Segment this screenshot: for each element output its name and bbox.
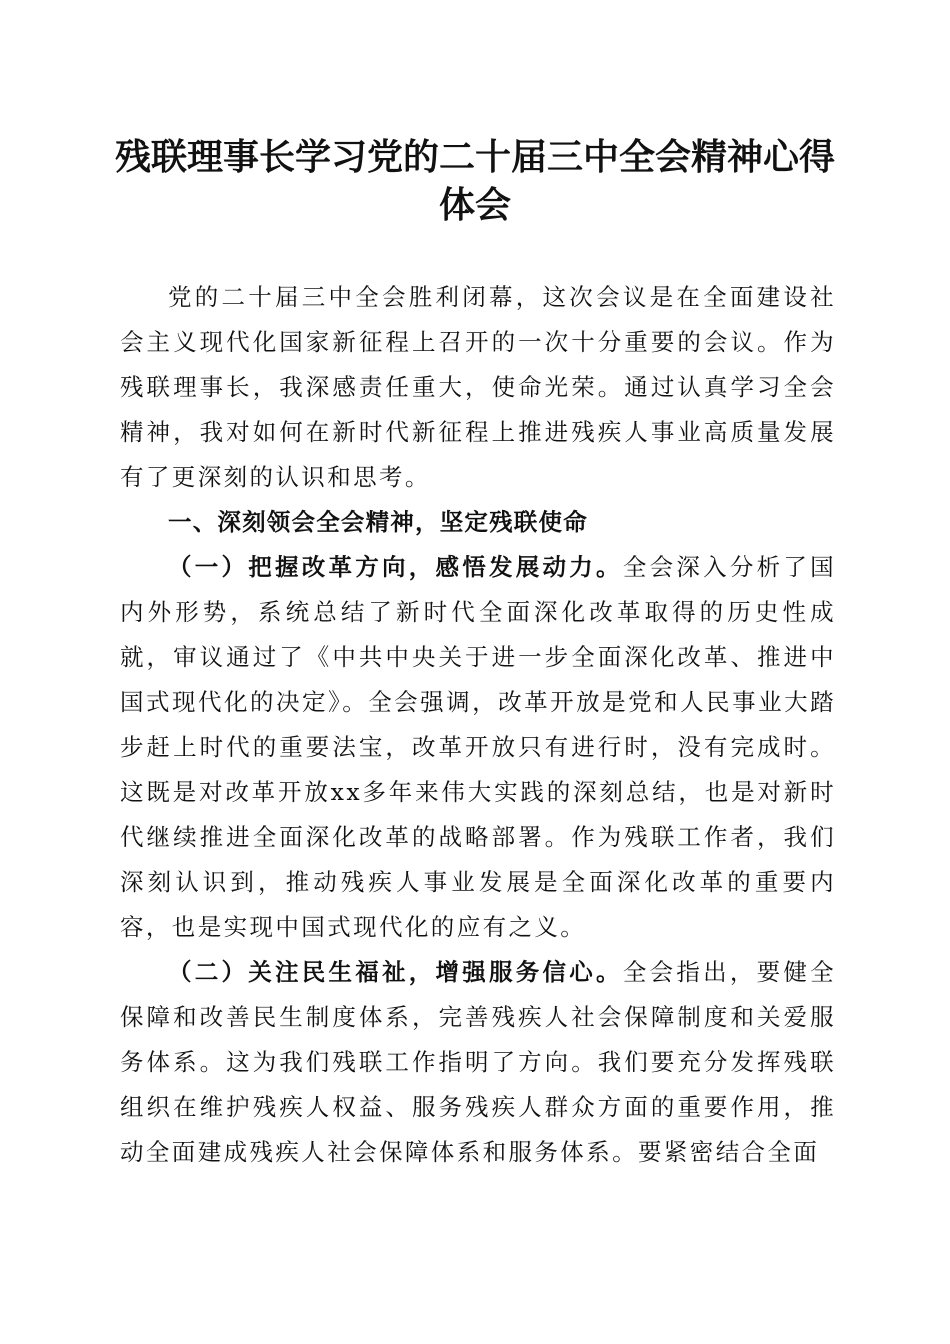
intro-paragraph [120,275,836,500]
subsection-paragraph-1 [120,545,836,950]
section-heading-1 [120,500,836,545]
section-heading-1-text: 一、深刻领会全会精神，坚定残联使命 [168,508,588,536]
document-body [120,275,836,1175]
subsection-text-2: 全会指出，要健全保障和改善民生制度体系，完善残疾人社会保障制度和关爱服务体系。这为我们残联工作指明了方向。我们要充分发挥残联组织在维护残疾人权益、服务残疾人群众方面的重要作用，推动全面建成残疾人社会保障体系和服务体系。要紧密结合全面 [120,958,836,1166]
subsection-lead-1: （一）把握改革方向，感悟发展动力。 [168,553,623,581]
subsection-paragraph-2 [120,950,836,1175]
intro-paragraph-text: 党的二十届三中全会胜利闭幕，这次会议是在全面建设社会主义现代化国家新征程上召开的一次十分重要的会议。作为残联理事长，我深感责任重大，使命光荣。通过认真学习全会精神，我对如何在新时代新征程上推进残疾人事业高质量发展有了更深刻的认识和思考。 [120,283,836,491]
subsection-text-1: 全会深入分析了国内外形势，系统总结了新时代全面深化改革取得的历史性成就，审议通过了《中共中央关于进一步全面深化改革、推进中国式现代化的决定》。全会强调，改革开放是党和人民事业大踏步赶上时代的重要法宝，改革开放只有进行时，没有完成时。这既是对改革开放xx多年来伟大实践的深刻总结，也是对新时代继续推进全面深化改革的战略部署。作为残联工作者，我们深刻认识到，推动残疾人事业发展是全面深化改革的重要内容，也是实现中国式现代化的应有之义。 [120,553,836,941]
subsection-lead-2: （二）关注民生福祉，增强服务信心。 [168,958,623,986]
document-title: 残联理事长学习党的二十届三中全会精神心得体会 [114,136,835,226]
